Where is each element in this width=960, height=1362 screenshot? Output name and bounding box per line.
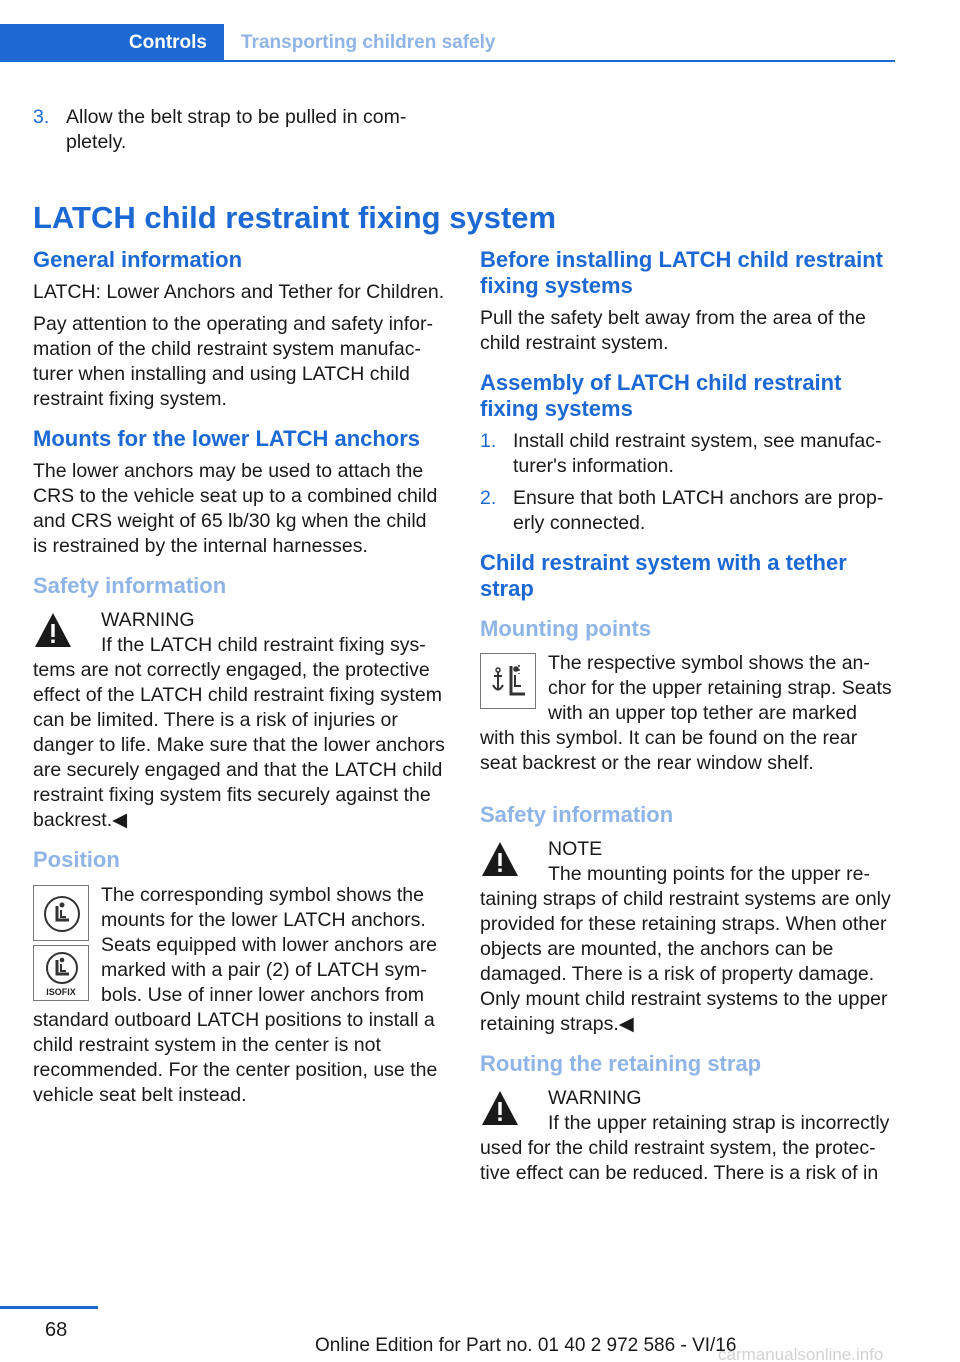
section-title-general: General information (33, 247, 243, 272)
before-text: Pull the safety belt away from the area of the child restraint system. (480, 307, 866, 354)
warning-label: WARNING (101, 609, 195, 631)
general-text-1: LATCH: Lower Anchors and Tether for Children. (33, 281, 445, 303)
intro-steps (33, 105, 445, 162)
step-text: Install child restraint system, see manufacturer's information. (513, 430, 882, 477)
step-text: Ensure that both LATCH anchors are properly connected. (513, 487, 884, 534)
note-block (480, 837, 896, 1037)
section-title-safety: Safety information (33, 573, 227, 598)
page-title: LATCH child restraint fixing system (33, 200, 557, 235)
warning-triangle-icon (33, 610, 73, 650)
edition-text: Online Edition for Part no. 01 40 2 972 586 - VI/16 (315, 1335, 737, 1356)
tab-controls[interactable]: Controls (0, 24, 224, 62)
routing-warning-block (480, 1086, 896, 1186)
tab-section-title[interactable]: Transporting children safely (241, 32, 496, 53)
left-column (33, 247, 445, 1108)
page-number: 68 (45, 1319, 68, 1341)
header-rule (224, 60, 895, 62)
warning-triangle-icon (480, 839, 520, 879)
note-text: The mounting points for the upper retaining straps of child restraint systems are only provided for these retaining straps. When other objects are mounted, the anchors can be damaged. There is a risk of property damage. Only mount child restraint systems to the upper retaining straps.◀ (480, 863, 891, 1035)
step-number: 2. (480, 487, 497, 509)
right-column (480, 247, 896, 1186)
section-title-tether: Child restraint system with a tether strap (480, 550, 847, 601)
section-title-mounting-points: Mounting points (480, 616, 652, 641)
section-title-position: Position (33, 847, 120, 872)
watermark: carmanualsonline.info (718, 1345, 884, 1362)
general-text-2: Pay attention to the operating and safety information of the child restraint system manufacturer when installing and using LATCH child restraint fixing system. (33, 313, 434, 410)
section-title-assembly: Assembly of LATCH child restraint fixing systems (480, 370, 842, 421)
top-tether-anchor-icon (480, 653, 536, 709)
list-item (480, 486, 896, 536)
note-label: NOTE (548, 838, 603, 860)
warning-triangle-icon (480, 1088, 520, 1128)
section-title-routing: Routing the retaining strap (480, 1051, 762, 1076)
list-item (33, 105, 445, 155)
step-number: 1. (480, 430, 497, 452)
mounting-text: The respective symbol shows the anchor for the upper retaining strap. Seats with an upper top tether are marked with this symbol. It can be found on the rear seat backrest or the rear window shelf. (480, 652, 892, 774)
routing-warning-label: WARNING (548, 1087, 642, 1109)
page-header (0, 0, 960, 62)
mounts-text: The lower anchors may be used to attach the CRS to the vehicle seat up to a combined child and CRS weight of 65 lb/30 kg when the child is restrained by the internal harnesses. (33, 460, 438, 557)
section-title-before: Before installing LATCH child restraint fixing systems (480, 247, 883, 298)
section-title-safety-right: Safety information (480, 802, 674, 827)
warning-text: If the LATCH child restraint fixing systems are not correctly engaged, the protective effect of the LATCH child restraint fixing system can be limited. There is a risk of injuries or danger to life. Make sure that the lower anchors are securely engaged and that the LATCH child restraint fixing system fits securely against the backrest.◀ (33, 634, 445, 831)
position-block (33, 883, 445, 1108)
isofix-seat-icon (33, 945, 89, 1001)
footer-rule (0, 1306, 98, 1309)
mounting-block (480, 651, 896, 776)
step-number: 3. (33, 106, 50, 128)
latch-seat-icon (33, 885, 89, 941)
step-text: Allow the belt strap to be pulled in completely. (66, 106, 407, 153)
position-text: The corresponding symbol shows the mounts for the lower LATCH anchors. Seats equipped with lower anchors are marked with a pair (2) of LATCH symbols. Use of inner lower anchors from standard outboard LATCH positions to install a child restraint system in the center is not recommended. For the center position, use the vehicle seat belt instead. (33, 884, 438, 1106)
list-item (480, 429, 896, 479)
routing-warning-text: If the upper retaining strap is incorrectly used for the child restraint system, the protective effect can be reduced. There is a risk of in (480, 1112, 890, 1184)
section-title-mounts: Mounts for the lower LATCH anchors (33, 426, 421, 451)
warning-block (33, 608, 445, 833)
isofix-label: ISOFIX (46, 987, 76, 997)
